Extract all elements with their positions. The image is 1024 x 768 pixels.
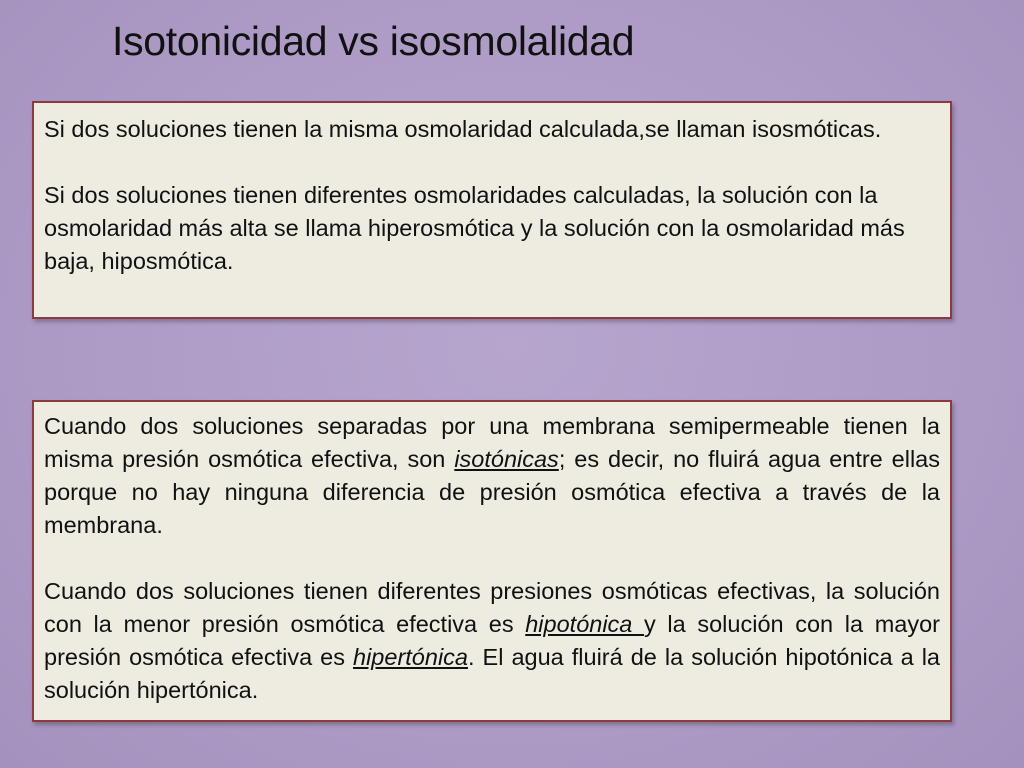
definition-box-osmolarity [32, 101, 952, 319]
hypotonic-paragraph [44, 575, 940, 707]
paragraph-spacer [44, 542, 940, 575]
hypotonic-text-b: y la solución con la mayor presión osmótica efectiva es [44, 611, 940, 670]
isotonic-text-a: Cuando dos soluciones separadas por una membrana semipermeable tienen la misma presión osmótica efectiva, son [44, 413, 940, 472]
hypertonic-term: hipertónica [353, 644, 468, 670]
hypotonic-term: hipotónica [525, 611, 645, 637]
paragraph-spacer [44, 146, 938, 179]
isotonic-text-b: ; es decir, no fluirá agua entre ellas porque no hay ninguna diferencia de presión osmótica efectiva a través de la membrana. [44, 446, 941, 538]
hypotonic-text-a: Cuando dos soluciones tienen diferentes presiones osmóticas efectivas, la solución con la menor presión osmótica efectiva es [44, 578, 940, 637]
hyperosmotic-paragraph: Si dos soluciones tienen diferentes osmolaridades calculadas, la solución con la osmolaridad más alta se llama hiperosmótica y la solución con la osmolaridad más baja, hiposmótica. [44, 182, 905, 274]
isotonic-term: isotónicas [454, 446, 559, 472]
hypotonic-text-c: . El agua fluirá de la solución hipotónica a la solución hipertónica. [44, 644, 940, 703]
isosmotic-paragraph: Si dos soluciones tienen la misma osmolaridad calculada,se llaman isosmóticas. [44, 116, 882, 142]
definition-box-tonicity [32, 400, 952, 722]
isotonic-paragraph [44, 410, 940, 542]
slide-title: Isotonicidad vs isosmolalidad [112, 18, 635, 64]
